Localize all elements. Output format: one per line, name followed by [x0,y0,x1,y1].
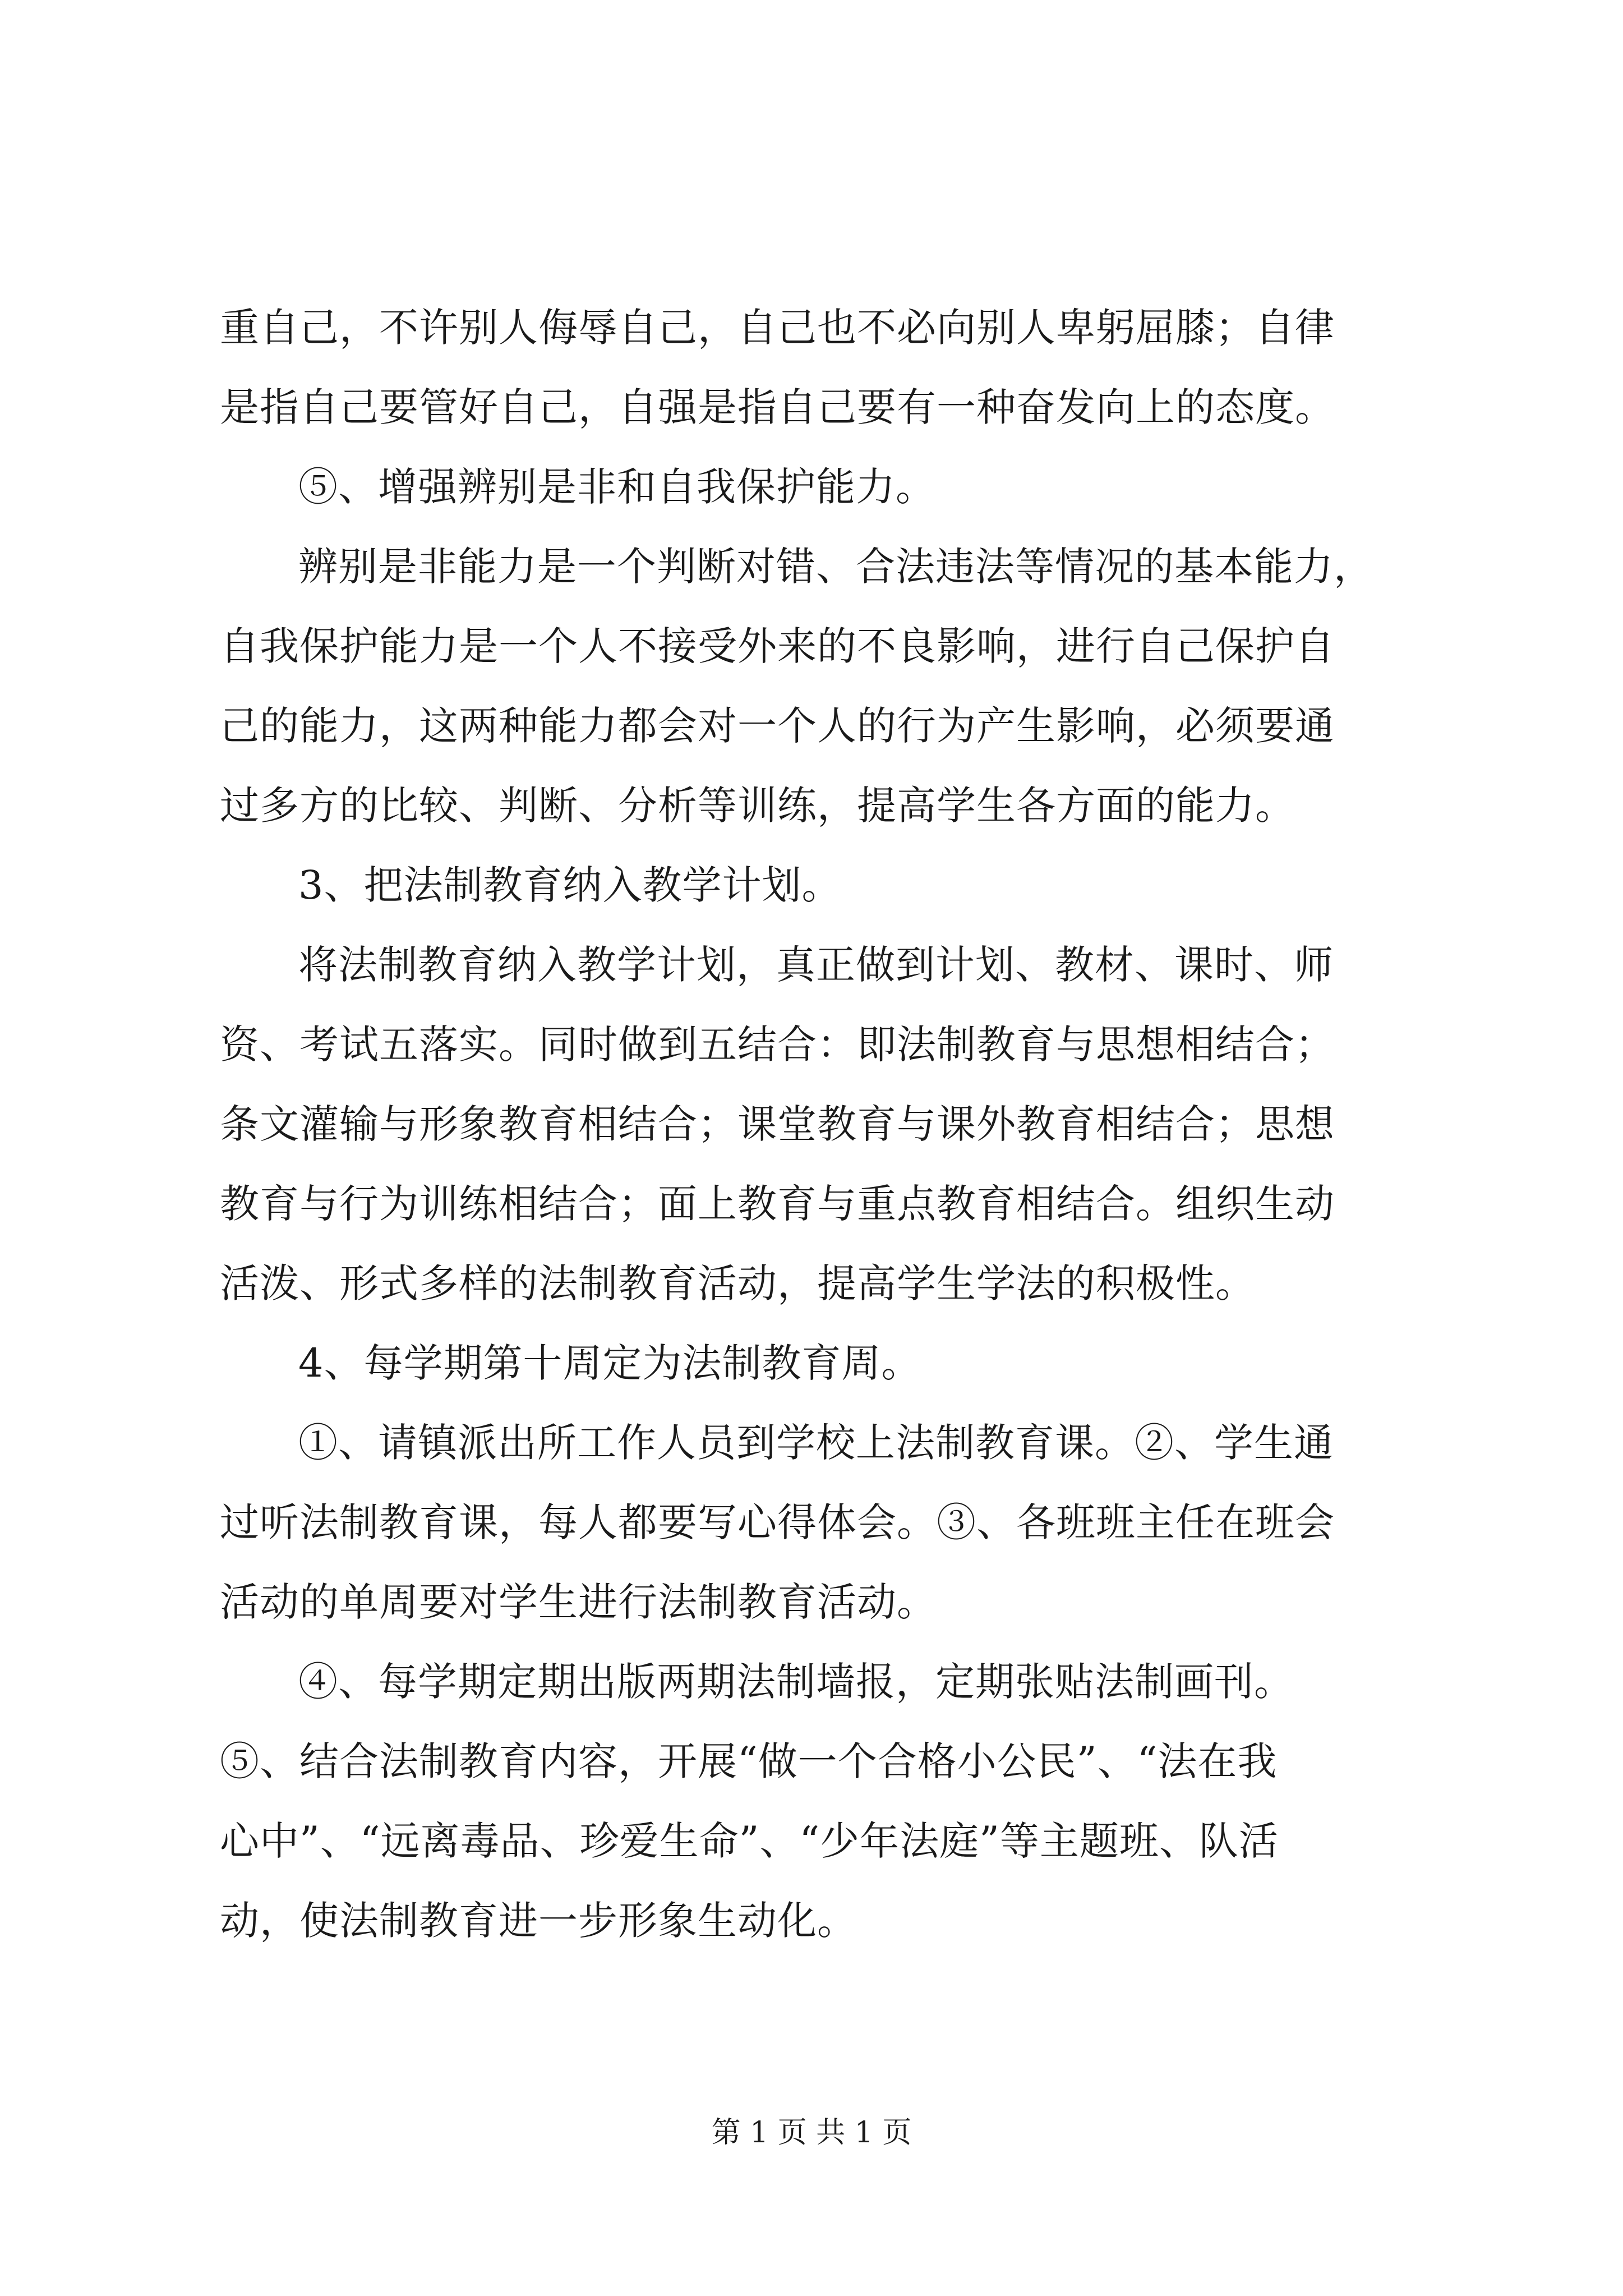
body-text-line: ④、每学期定期出版两期法制墙报，定期张贴法制画刊。 [298,1659,1294,1705]
body-text-line: 自我保护能力是一个人不接受外来的不良影响，进行自己保护自 [220,623,1335,669]
section-heading: 3、把法制教育纳入教学计划。 [298,862,842,908]
body-text-line: 辨别是非能力是一个判断对错、合法违法等情况的基本能力， [298,544,1373,590]
body-text-line: 动，使法制教育进一步形象生动化。 [220,1898,857,1944]
body-text-line: 过多方的比较、判断、分析等训练，提高学生各方面的能力。 [220,783,1295,829]
section-heading: ⑤、增强辨别是非和自我保护能力。 [298,464,935,510]
body-text-line: 重自己，不许别人侮辱自己，自己也不必向别人卑躬屈膝；自律 [220,305,1335,351]
body-text-line: 活泼、形式多样的法制教育活动，提高学生学法的积极性。 [220,1260,1255,1306]
body-text-line: 条文灌输与形象教育相结合；课堂教育与课外教育相结合；思想 [220,1101,1335,1147]
page-footer: 第 1 页 共 1 页 [711,2116,912,2150]
body-text-line: ①、请镇派出所工作人员到学校上法制教育课。②、学生通 [298,1420,1334,1466]
body-text-line: 己的能力，这两种能力都会对一个人的行为产生影响，必须要通 [220,703,1335,749]
body-text-line: 活动的单周要对学生进行法制教育活动。 [220,1579,937,1625]
body-text-line: 心中”、“远离毒品、珍爱生命”、“少年法庭”等主题班、队活 [220,1818,1279,1864]
section-heading: 4、每学期第十周定为法制教育周。 [298,1340,921,1386]
body-text-line: 是指自己要管好自己，自强是指自己要有一种奋发向上的态度。 [220,384,1335,430]
body-text-line: ⑤、结合法制教育内容，开展“做一个合格小公民”、“法在我 [220,1738,1278,1784]
body-text-line: 过听法制教育课，每人都要写心得体会。③、各班班主任在班会 [220,1499,1335,1545]
body-text-line: 将法制教育纳入教学计划，真正做到计划、教材、课时、师 [298,942,1334,988]
body-text-line: 教育与行为训练相结合；面上教育与重点教育相结合。组织生动 [220,1181,1335,1227]
body-text-line: 资、考试五落实。同时做到五结合：即法制教育与思想相结合； [220,1022,1335,1068]
